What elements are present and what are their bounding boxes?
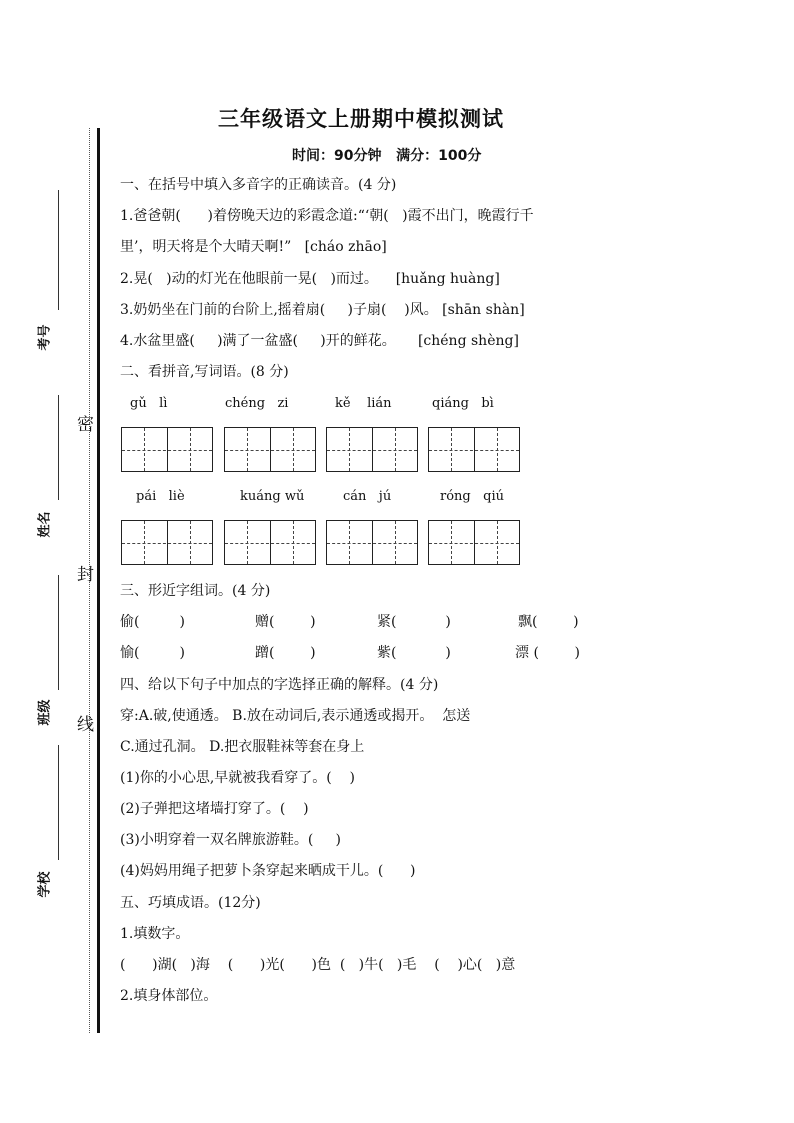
- side-field-name: 姓名: [37, 511, 53, 538]
- q4-item-3: (3)小明穿着一双名牌旅游鞋。( ): [120, 832, 342, 848]
- q5-sub-2: 2.填身体部位。: [120, 988, 218, 1004]
- q3-heading: 三、形近字组词。(4 分): [120, 583, 271, 599]
- writing-grid-8[interactable]: [428, 520, 520, 565]
- pinyin-cheng-zi: chéng zi: [225, 396, 289, 411]
- q1-line-4: 3.奶奶坐在门前的台阶上,摇着扇( )子扇( )风。 [shān shàn]: [120, 302, 525, 318]
- q1-line-2: 里’，明天将是个大晴天啊!” [cháo zhāo]: [120, 239, 387, 255]
- pinyin-can-ju: cán jú: [343, 489, 392, 504]
- pinyin-qiang-bi: qiáng bì: [432, 396, 494, 411]
- q3-item-piao: 飘( ): [518, 614, 579, 630]
- class-underline: [58, 575, 59, 690]
- side-field-exam-number: 考号: [37, 324, 53, 351]
- pinyin-kuang-wu: kuáng wǔ: [240, 489, 305, 504]
- name-underline: [58, 395, 59, 500]
- q4-item-1: (1)你的小心思,早就被我看穿了。( ): [120, 770, 356, 786]
- q2-heading: 二、看拼音,写词语。(8 分): [120, 364, 289, 380]
- q4-item-4: (4)妈妈用绳子把萝卜条穿起来晒成干儿。( ): [120, 863, 416, 879]
- q3-item-yu: 愉( ): [120, 645, 185, 661]
- pinyin-gu-li: gǔ lì: [130, 396, 168, 411]
- q1-heading: 一、在括号中填入多音字的正确读音。(4 分): [120, 177, 397, 193]
- q5-idiom-line: ( )湖( )海 ( )光( )色 ( )牛( )毛 ( )心( )意: [120, 957, 516, 973]
- page-title: 三年级语文上册期中模拟测试: [218, 107, 504, 131]
- writing-grid-1[interactable]: [121, 427, 213, 472]
- margin-solid-line: [97, 128, 100, 1033]
- exam-number-underline: [58, 190, 59, 310]
- side-field-class: 班级: [37, 699, 53, 726]
- q5-heading: 五、巧填成语。(12分): [120, 895, 261, 911]
- writing-grid-3[interactable]: [326, 427, 418, 472]
- q4-definitions-1: 穿:A.破,使通透。 B.放在动词后,表示通透或揭开。 怎送: [120, 708, 471, 724]
- q3-item-zeng: 赠( ): [255, 614, 316, 630]
- seal-char-feng: 封: [77, 565, 94, 585]
- pinyin-rong-qiu: róng qiú: [440, 489, 504, 504]
- q4-item-2: (2)子弹把这堵墙打穿了。( ): [120, 801, 309, 817]
- q1-line-5: 4.水盆里盛( )满了一盆盛( )开的鲜花。 [chéng shèng]: [120, 333, 519, 349]
- seal-char-xian: 线: [77, 715, 94, 735]
- q3-item-jin: 紧( ): [377, 614, 451, 630]
- school-underline: [58, 745, 59, 860]
- q4-definitions-2: C.通过孔洞。 D.把衣服鞋袜等套在身上: [120, 739, 365, 755]
- writing-grid-2[interactable]: [224, 427, 316, 472]
- writing-grid-4[interactable]: [428, 427, 520, 472]
- q5-sub-1: 1.填数字。: [120, 926, 190, 942]
- q3-item-zi: 紫( ): [377, 645, 451, 661]
- writing-grid-6[interactable]: [224, 520, 316, 565]
- q4-heading: 四、给以下句子中加点的字选择正确的解释。(4 分): [120, 677, 439, 693]
- q1-line-3: 2.晃( )动的灯光在他眼前一晃( )而过。 [huǎng huàng]: [120, 271, 500, 287]
- q1-line-1: 1.爸爸朝( )着傍晚天边的彩霞念道:“‘朝( )霞不出门，晚霞行千: [120, 208, 534, 224]
- pinyin-pai-lie: pái liè: [136, 489, 185, 504]
- q3-item-tou: 偷( ): [120, 614, 185, 630]
- writing-grid-5[interactable]: [121, 520, 213, 565]
- writing-grid-7[interactable]: [326, 520, 418, 565]
- seal-char-mi: 密: [77, 415, 94, 435]
- exam-time-score: 时间：90分钟 满分：100分: [292, 148, 482, 164]
- side-field-school: 学校: [37, 871, 53, 898]
- pinyin-ke-lian: kě lián: [335, 396, 392, 411]
- q3-item-ceng: 蹭( ): [255, 645, 316, 661]
- q3-item-piao2: 漂 ( ): [515, 645, 580, 661]
